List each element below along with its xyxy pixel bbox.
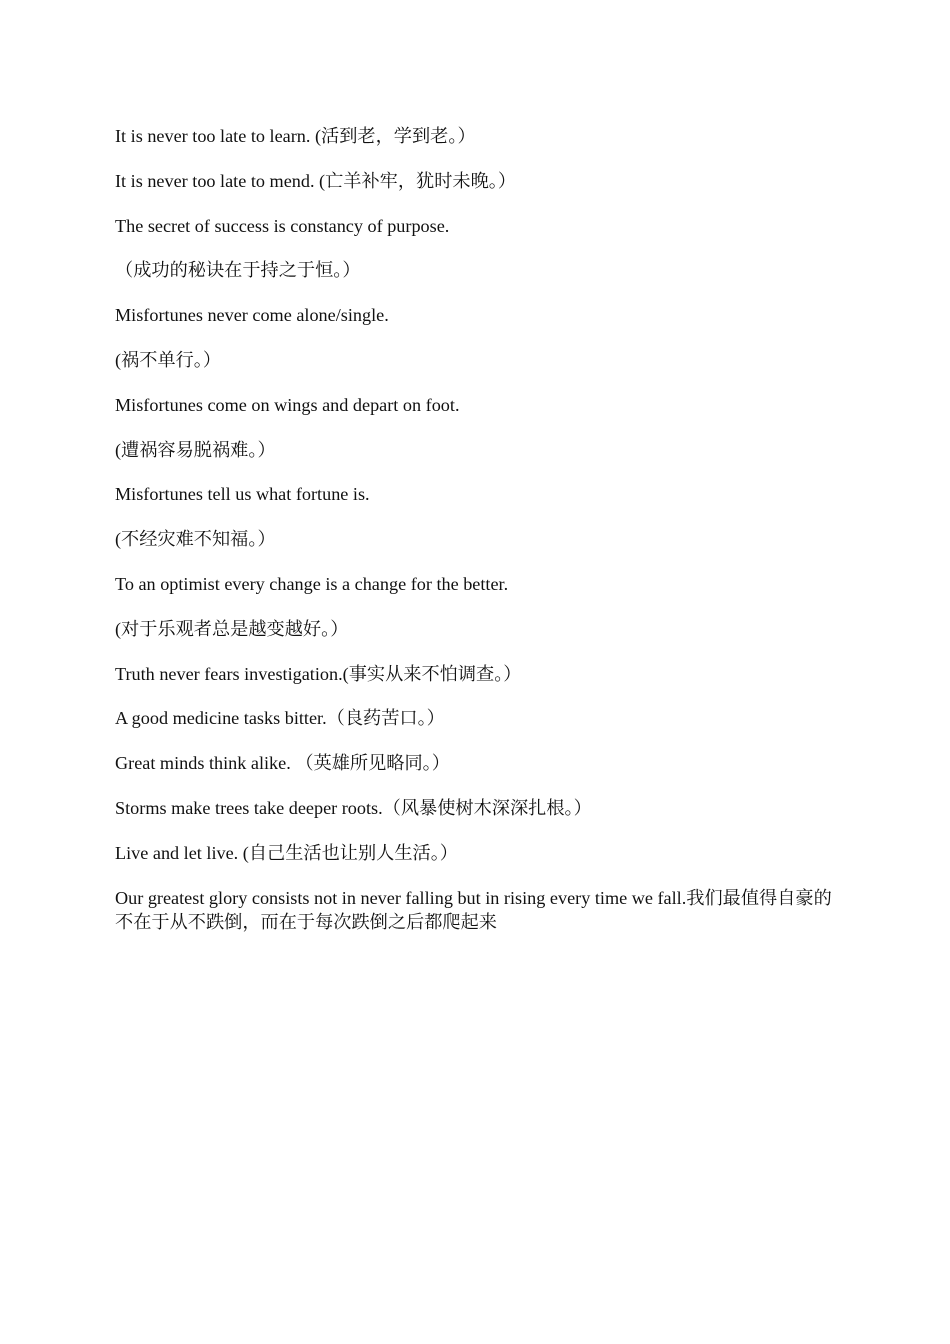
text-line: A good medicine tasks bitter.（良药苦口。） <box>115 708 445 729</box>
text-line: To an optimist every change is a change for the better. <box>115 573 509 594</box>
text-line: It is never too late to mend. (亡羊补牢，犹时未晚。） <box>115 170 517 191</box>
text-line: Misfortunes come on wings and depart on foot. <box>115 394 460 415</box>
text-paragraph: Our greatest glory consists not in never falling but in rising every time we fall.我们最值得自豪的不在于从不跌倒，而在于每次跌倒之后都爬起来 <box>115 887 832 932</box>
text-line: Storms make trees take deeper roots.（风暴使树木深深扎根。） <box>115 797 592 818</box>
text-line: Live and let live. (自己生活也让别人生活。） <box>115 842 458 863</box>
text-line: （成功的秘诀在于持之于恒。） <box>115 260 361 281</box>
text-line: (不经灾难不知福。） <box>115 529 276 550</box>
text-line: Misfortunes tell us what fortune is. <box>115 484 370 505</box>
text-line: It is never too late to learn. (活到老，学到老。） <box>115 126 476 146</box>
text-line: (祸不单行。） <box>115 349 222 370</box>
text-line: (遭祸容易脱祸难。） <box>115 439 276 460</box>
text-line: Great minds think alike. （英雄所见略同。） <box>115 753 450 774</box>
text-line: Misfortunes never come alone/single. <box>115 305 389 326</box>
text-line: Truth never fears investigation.(事实从来不怕调查。） <box>115 663 522 684</box>
document-body <box>115 124 840 934</box>
text-line: (对于乐观者总是越变越好。） <box>115 618 349 639</box>
text-line: The secret of success is constancy of purpose. <box>115 215 450 236</box>
